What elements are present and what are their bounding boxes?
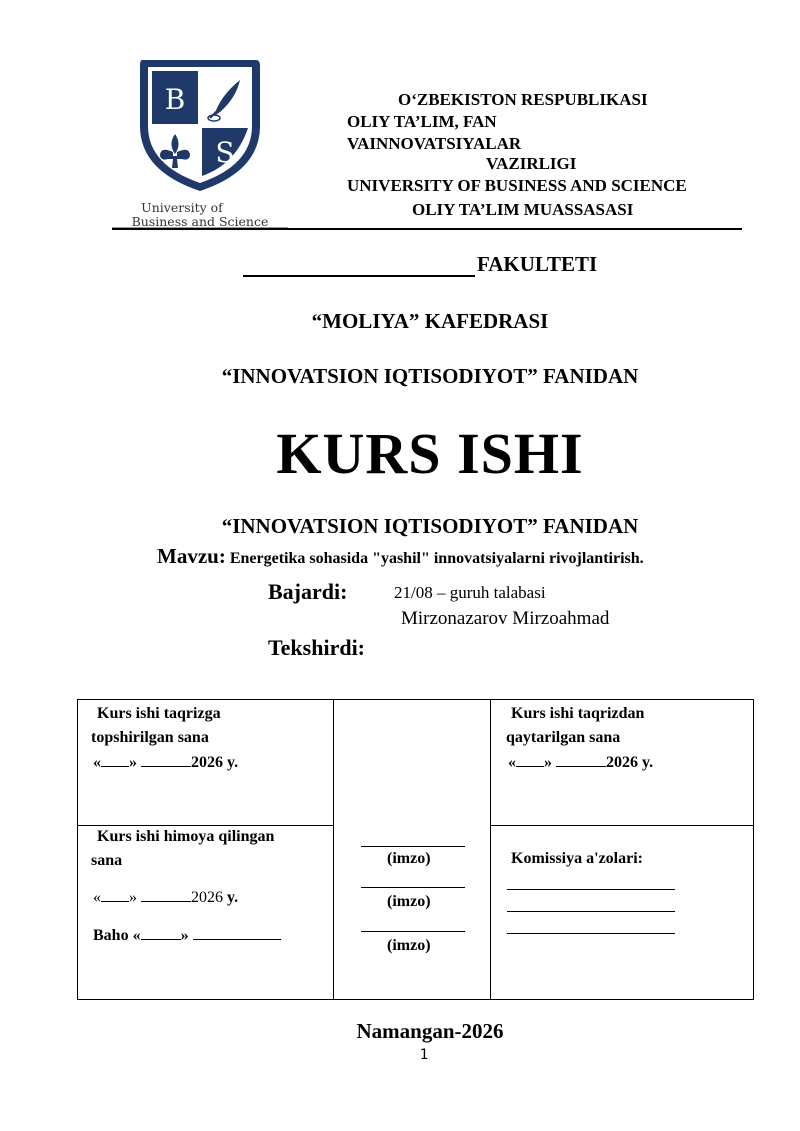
- logo-letter-s: S: [215, 136, 235, 169]
- defended-date: « » 2026 y.: [93, 885, 238, 910]
- signature-line-2: [361, 887, 465, 888]
- topic-value: Energetika sohasida "yashil" innovatsiyalarni rivojlantirish.: [229, 550, 644, 567]
- header-line-1: O‘ZBEKISTON RESPUBLIKASI: [398, 90, 648, 109]
- logo-caption-2: Business and Science: [131, 214, 269, 229]
- table-divider-1: [333, 700, 334, 999]
- header-line-3: VAINNOVATSIYALAR: [347, 134, 522, 153]
- commission-label: Komissiya a'zolari:: [511, 850, 643, 867]
- university-logo: [110, 56, 290, 231]
- department: “MOLIYA” KAFEDRASI: [311, 309, 549, 333]
- performer-group: 21/08 – guruh talabasi: [394, 583, 546, 602]
- returned-line-2: qaytarilgan sana: [506, 729, 621, 746]
- signature-line-3: [361, 931, 465, 932]
- footer-city-year: Namangan-2026: [356, 1019, 504, 1043]
- table-hline-right: [490, 825, 754, 826]
- faculty-line: [243, 252, 597, 277]
- defended-line-2: sana: [91, 852, 123, 869]
- signature-label-1: (imzo): [387, 850, 431, 867]
- submitted-date: « » 2026 y.: [93, 750, 238, 775]
- faculty-label: FAKULTETI: [477, 252, 598, 276]
- logo-letter-b: B: [164, 83, 186, 116]
- signature-line-1: [361, 846, 465, 847]
- topic-label: Mavzu:: [157, 544, 226, 568]
- logo-caption-1: University of: [141, 200, 223, 215]
- performer-label: Bajardi:: [268, 579, 348, 604]
- subject-line-2: “INNOVATSION IQTISODIYOT” FANIDAN: [221, 514, 639, 538]
- table-divider-2: [490, 700, 491, 999]
- commission-line-3: [507, 933, 675, 934]
- signature-label-2: (imzo): [387, 893, 431, 910]
- defended-line-1: Kurs ishi himoya qilingan: [97, 828, 275, 845]
- submitted-line-1: Kurs ishi taqrizga: [97, 705, 221, 722]
- subject-line-1: “INNOVATSION IQTISODIYOT” FANIDAN: [221, 364, 639, 388]
- commission-line-2: [507, 911, 675, 912]
- header-line-2: OLIY TA’LIM, FAN: [347, 112, 497, 131]
- topic: [157, 544, 644, 569]
- commission-line-1: [507, 889, 675, 890]
- review-table: [77, 699, 754, 1000]
- header-line-6: OLIY TA’LIM MUASSASASI: [412, 200, 634, 219]
- page-number: 1: [419, 1047, 429, 1063]
- signature-label-3: (imzo): [387, 937, 431, 954]
- returned-date: « » 2026 y.: [508, 750, 653, 775]
- returned-line-1: Kurs ishi taqrizdan: [511, 705, 645, 722]
- document-title: KURS ISHI: [276, 421, 584, 486]
- grade: Baho « »: [93, 923, 281, 948]
- performer-name: Mirzonazarov Mirzoahmad: [401, 608, 610, 629]
- faculty-blank: [243, 253, 475, 277]
- header-rule: [112, 228, 742, 230]
- header-line-4: VAZIRLIGI: [486, 154, 577, 173]
- header-line-5: UNIVERSITY OF BUSINESS AND SCIENCE: [347, 176, 687, 195]
- checker-label: Tekshirdi:: [268, 635, 366, 660]
- submitted-line-2: topshirilgan sana: [91, 729, 209, 746]
